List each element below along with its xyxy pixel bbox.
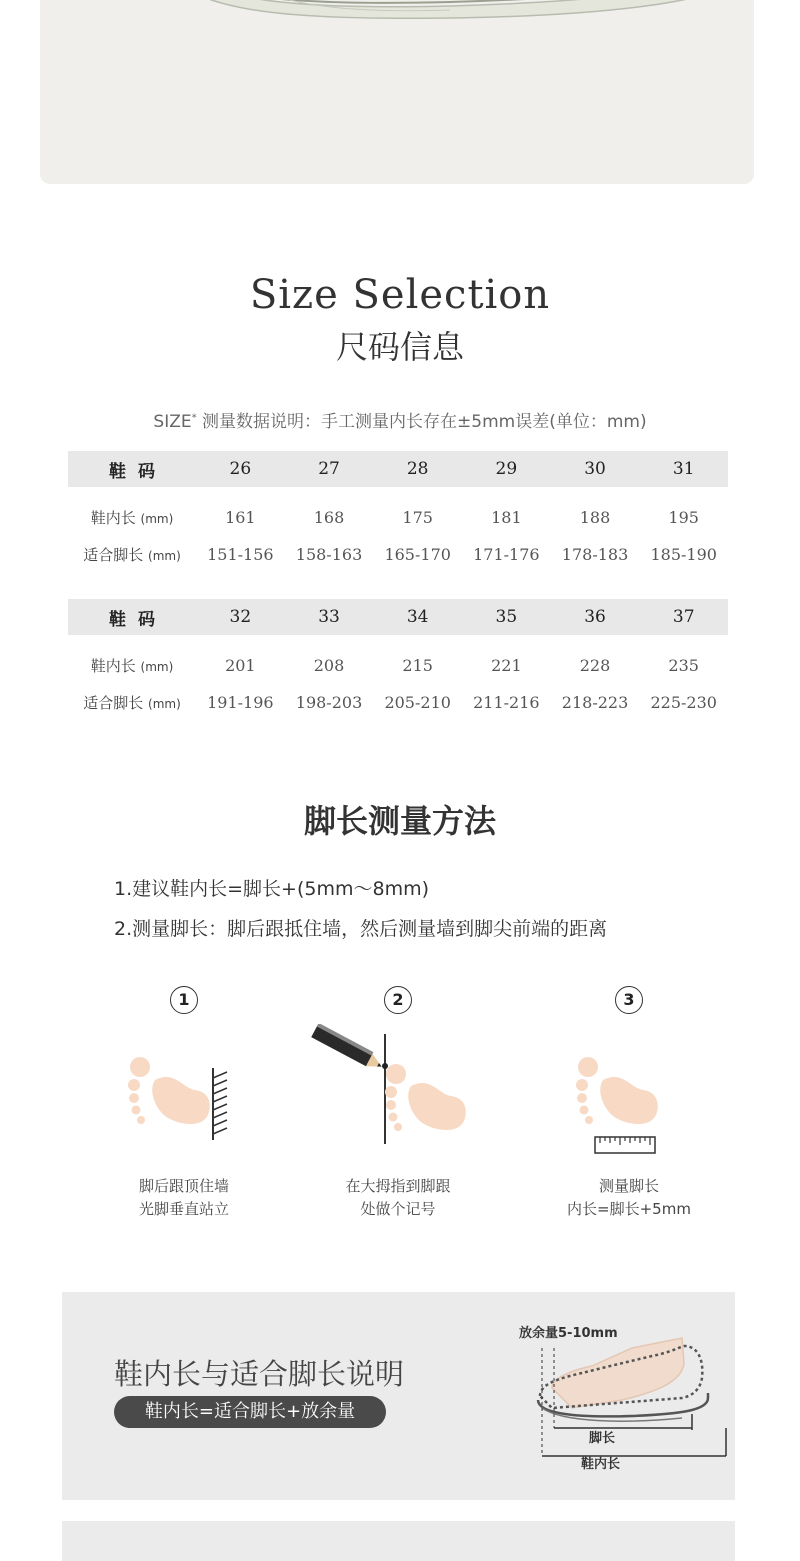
inner-length-cell: 168 (313, 508, 345, 527)
measurement-note (0, 407, 800, 432)
inner-length-cell: 161 (225, 508, 256, 527)
size-table-header (68, 451, 728, 487)
note-size-label: SIZE (153, 412, 192, 432)
note-asterisk: * (191, 412, 197, 424)
size-cell: 35 (495, 607, 518, 627)
size-cell: 27 (318, 459, 340, 479)
size-table-header (68, 599, 728, 635)
fit-length-cell: 218-223 (561, 693, 629, 712)
size-table-1 (68, 451, 728, 573)
fit-length-cell: 158-163 (295, 545, 363, 564)
size-cell: 32 (229, 607, 252, 627)
shoe-inner-length-label: 鞋内长 (581, 1457, 621, 1472)
size-cell: 28 (406, 459, 429, 479)
step-1-caption: 脚后跟顶住墙 光脚垂直站立 (138, 1177, 229, 1218)
size-cell: 31 (672, 459, 695, 479)
method-step-1: 1.建议鞋内长=脚长+(5mm～8mm) (114, 878, 430, 900)
inner-length-cell: 228 (579, 656, 611, 675)
size-cell: 30 (584, 459, 606, 479)
size-cell: 34 (406, 607, 429, 627)
size-cell: 37 (672, 607, 695, 627)
fit-length-cell: 165-170 (384, 545, 451, 564)
inner-length-label: 鞋内长 (mm) (90, 657, 174, 675)
shoe-size-label: 鞋码 (109, 461, 167, 482)
fit-length-cell: 178-183 (561, 545, 629, 564)
shoe-size-label: 鞋码 (109, 609, 167, 630)
step-2-caption: 在大拇指到脚跟 处做个记号 (345, 1177, 451, 1218)
product-image-card (40, 0, 754, 184)
step-number-2: 2 (384, 986, 412, 1014)
pencil-mark-foot-icon (305, 1024, 475, 1149)
next-section-card (62, 1521, 735, 1561)
size-cell: 26 (229, 459, 252, 479)
step-3-caption: 测量脚长 内长=脚长+5mm (567, 1177, 691, 1218)
fit-length-cell: 191-196 (207, 693, 274, 712)
method-step-2: 2.测量脚长：脚后跟抵住墙，然后测量墙到脚尖前端的距离 (114, 918, 608, 940)
step-number-1: 1 (170, 986, 198, 1014)
inner-length-cell: 208 (313, 656, 345, 675)
size-selection-title-cn: 尺码信息 (335, 328, 464, 366)
fit-length-cell: 225-230 (650, 693, 717, 712)
fit-length-cell: 205-210 (384, 693, 451, 712)
inner-length-row (68, 499, 728, 536)
inner-length-row (68, 647, 728, 684)
size-cell: 33 (318, 607, 340, 627)
fit-length-label: 适合脚长 (mm) (83, 694, 181, 712)
size-cell: 29 (495, 459, 518, 479)
shoe-fit-diagram (532, 1318, 732, 1478)
inner-length-cell: 175 (402, 508, 433, 527)
fit-length-cell: 171-176 (473, 545, 540, 564)
inner-length-cell: 188 (579, 508, 611, 527)
step-number-3: 3 (615, 986, 643, 1014)
inner-length-cell: 215 (402, 656, 433, 675)
inner-length-cell: 221 (491, 656, 522, 675)
explanation-title: 鞋内长与适合脚长说明 (114, 1357, 405, 1391)
note-text: 测量数据说明：手工测量内长存在±5mm误差(单位：mm) (196, 412, 647, 432)
method-title: 脚长测量方法 (303, 802, 496, 840)
fit-length-cell: 185-190 (650, 545, 717, 564)
size-table-2 (68, 599, 728, 721)
fit-length-cell: 211-216 (473, 693, 540, 712)
size-selection-title-en: Size Selection (249, 272, 551, 318)
inner-length-cell: 235 (668, 656, 699, 675)
size-cell: 36 (584, 607, 606, 627)
fit-length-cell: 198-203 (295, 693, 363, 712)
shoe-sole-image (170, 0, 740, 20)
fit-length-label: 适合脚长 (mm) (83, 546, 181, 564)
inner-length-cell: 181 (491, 508, 522, 527)
inner-length-cell: 201 (225, 656, 256, 675)
fit-length-row (68, 536, 728, 573)
fit-length-row (68, 684, 728, 721)
ruler-foot-icon (570, 1050, 670, 1160)
foot-length-label: 脚长 (589, 1431, 616, 1446)
allowance-label: 放余量5-10mm (519, 1326, 618, 1341)
inner-length-cell: 195 (668, 508, 699, 527)
inner-length-label: 鞋内长 (mm) (90, 509, 174, 527)
fit-length-cell: 151-156 (207, 545, 274, 564)
fit-explanation-card (62, 1292, 735, 1500)
foot-against-wall-icon (120, 1050, 240, 1145)
formula-badge: 鞋内长=适合脚长+放余量 (114, 1396, 386, 1428)
